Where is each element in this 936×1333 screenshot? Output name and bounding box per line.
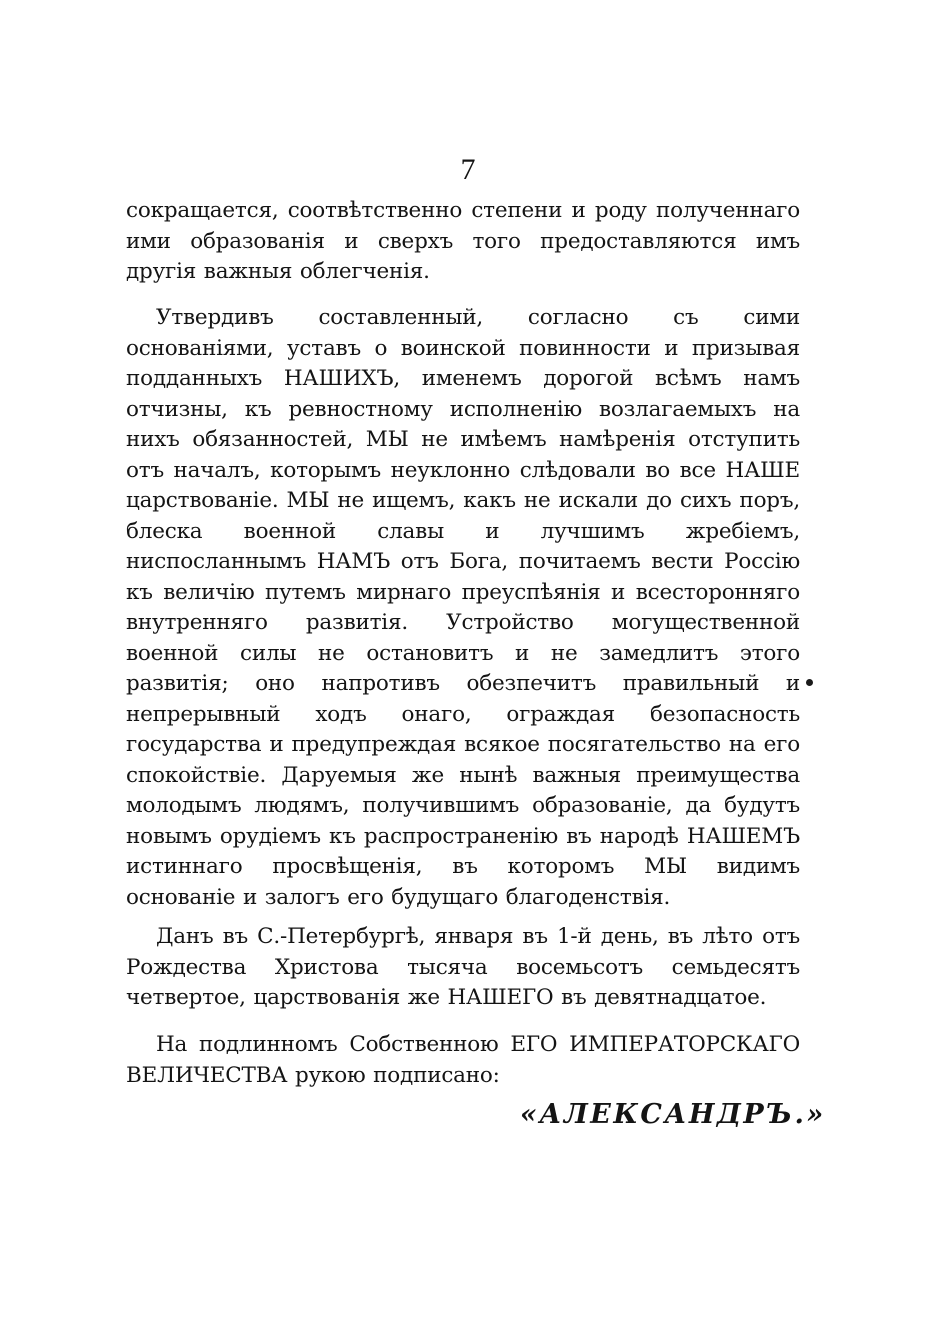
- paragraph-text: Утвердивъ составленный, согласно съ сими основаніями, уставъ о воинской повинности и призывая подданныхъ НАШИХЪ, именемъ дорогой всѣмъ намъ отчизны, къ ревностному исполненію возлагаемыхъ на нихъ обязанностей, МЫ не имѣемъ намѣренія отступить отъ началъ, которымъ неуклонно слѣдовали во все НАШЕ царствованіе. МЫ не ищемъ, какъ не искали до сихъ поръ, блеска военной славы и лучшимъ жребіемъ, ниспосланнымъ НАМЪ отъ Бога, почитаемъ вести Россію къ величію путемъ мирнаго преуспѣянія и всесторонняго внутренняго развитія. Устройство могущественной военной силы не остановитъ и не замедлитъ этого развитія; оно напротивъ обезпечитъ правильный и непрерывный ходъ онаго, ограждая безопасность государства и предупреждая всякое посягательство на его спокойствіе. Даруемыя же нынѣ важныя преимущества молодымъ людямъ, получившимъ образованіе, да будутъ новымъ орудіемъ къ распространенію въ народѣ НАШЕМЪ истиннаго просвѣщенія, въ которомъ МЫ видимъ основаніе и залогъ его будущаго благоденствія.: [126, 305, 800, 910]
- paragraph-text: сокращается, соотвѣтственно степени и роду полученнаго ими образованія и сверхъ того предоставляются имъ другія важныя облегченія.: [126, 198, 800, 284]
- paragraph-text: На подлинномъ Собственною ЕГО ИМПЕРАТОРСКАГО ВЕЛИЧЕСТВА рукою подписано:: [126, 1032, 800, 1088]
- paragraph-text: Данъ въ С.-Петербургѣ, января въ 1-й день, въ лѣто отъ Рождества Христова тысяча восемьсотъ семьдесятъ четвертое, царствованія же НАШЕГО въ девятнадцатое.: [126, 924, 800, 1010]
- signature: «АЛЕКСАНДРЪ.»: [520, 1099, 826, 1130]
- paragraph-signed-note: [126, 1030, 800, 1091]
- page-number: 7: [460, 153, 476, 186]
- paragraph-manifesto-body: [126, 303, 800, 913]
- paragraph-date: [126, 922, 800, 1014]
- print-speck: [806, 679, 813, 686]
- paragraph-continuation: [126, 196, 800, 288]
